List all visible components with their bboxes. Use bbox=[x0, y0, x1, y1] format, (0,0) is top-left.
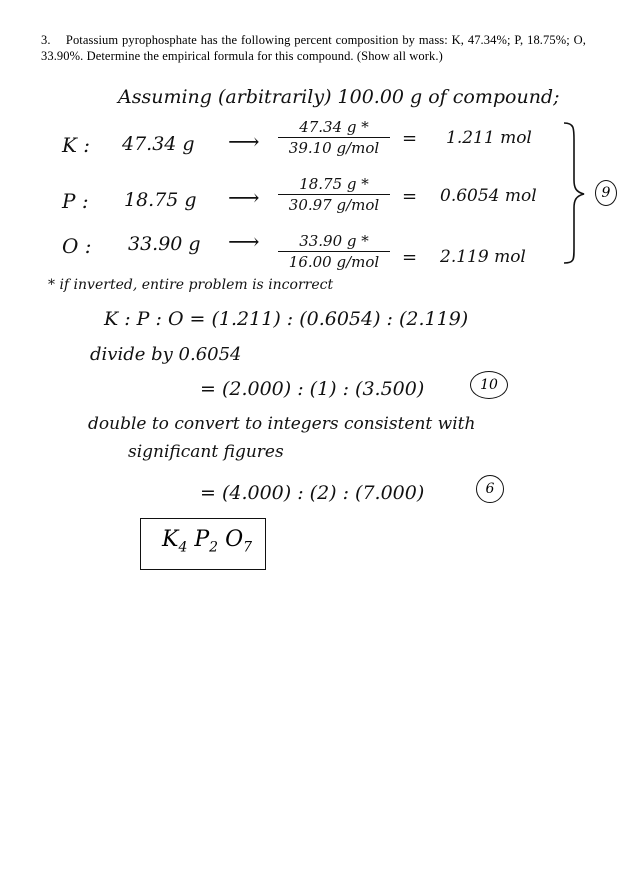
integer-ratio: = (4.000) : (2) : (7.000) bbox=[200, 482, 425, 504]
double-line-1: double to convert to integers consistent with bbox=[88, 414, 476, 434]
fraction-k-numerator: 47.34 g * bbox=[299, 118, 369, 136]
fraction-o-bar bbox=[278, 251, 390, 252]
footnote: * if inverted, entire problem is incorrect bbox=[48, 277, 334, 293]
score-moles: 9 bbox=[595, 180, 617, 206]
mass-p: 18.75 g bbox=[124, 189, 197, 211]
element-p-label: P : bbox=[62, 189, 89, 213]
double-line-2: significant figures bbox=[128, 442, 284, 462]
fraction-p-denominator: 30.97 g/mol bbox=[288, 196, 380, 214]
formula-p: P bbox=[194, 527, 210, 552]
element-o-label: O : bbox=[62, 234, 92, 258]
equals-k: = bbox=[402, 128, 418, 149]
equals-o: = bbox=[402, 247, 418, 268]
arrow-o: ⟶ bbox=[228, 230, 260, 255]
fraction-p-numerator: 18.75 g * bbox=[299, 175, 369, 193]
mass-k: 47.34 g bbox=[122, 133, 195, 155]
formula-o-subscript: 7 bbox=[243, 539, 253, 556]
arrow-p: ⟶ bbox=[228, 186, 260, 211]
formula-k-subscript: 4 bbox=[178, 539, 188, 556]
formula-o: O bbox=[225, 527, 244, 552]
fraction-k-bar bbox=[278, 137, 390, 138]
assumption-line: Assuming (arbitrarily) 100.00 g of compound; bbox=[118, 86, 560, 108]
question-body: Potassium pyrophosphate has the following percent composition by mass: K, 47.34%; P, 18.75%; O, 33.90%. Determine the empirical formula for this compound. (Show all work.) bbox=[41, 33, 587, 63]
normalized-ratio: = (2.000) : (1) : (3.500) bbox=[200, 378, 425, 400]
divide-line: divide by 0.6054 bbox=[90, 344, 242, 365]
question-number: 3. bbox=[41, 33, 51, 47]
score-integers: 6 bbox=[476, 475, 504, 503]
question-text bbox=[41, 32, 586, 64]
moles-k: 1.211 mol bbox=[446, 128, 532, 148]
fraction-o bbox=[278, 232, 390, 271]
fraction-p-bar bbox=[278, 194, 390, 195]
formula-k: K bbox=[162, 527, 179, 552]
moles-p: 0.6054 mol bbox=[440, 186, 537, 206]
arrow-k: ⟶ bbox=[228, 130, 260, 155]
grouping-brace-icon bbox=[560, 120, 590, 265]
fraction-o-denominator: 16.00 g/mol bbox=[288, 253, 380, 271]
ratio-line: K : P : O = (1.211) : (0.6054) : (2.119) bbox=[104, 308, 469, 330]
fraction-k-denominator: 39.10 g/mol bbox=[288, 139, 380, 157]
element-k-label: K : bbox=[62, 133, 91, 157]
formula-p-subscript: 2 bbox=[209, 539, 219, 556]
empirical-formula bbox=[162, 527, 252, 555]
mass-o: 33.90 g bbox=[128, 233, 201, 255]
moles-o: 2.119 mol bbox=[440, 247, 526, 267]
fraction-p bbox=[278, 175, 390, 214]
fraction-o-numerator: 33.90 g * bbox=[299, 232, 369, 250]
score-ratio: 10 bbox=[470, 371, 508, 399]
equals-p: = bbox=[402, 186, 418, 207]
fraction-k bbox=[278, 118, 390, 157]
